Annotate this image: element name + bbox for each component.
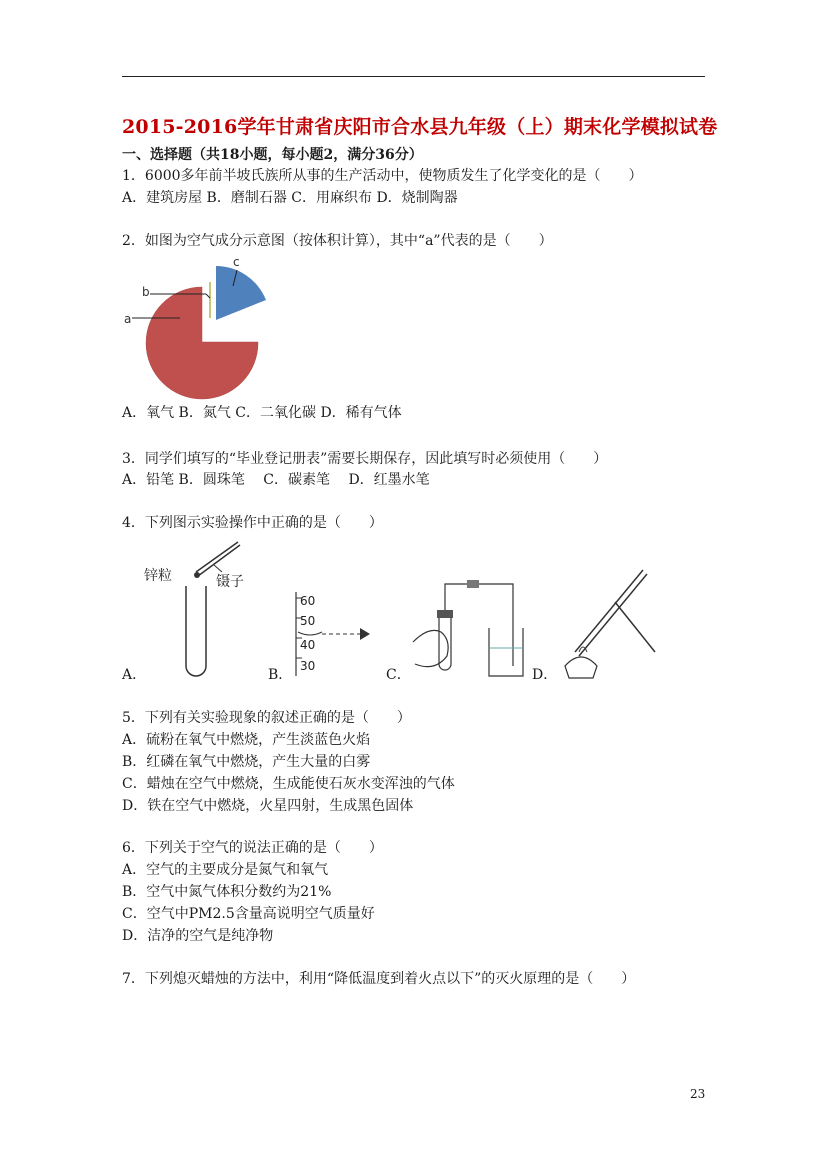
scale-60: 60 [300,594,316,608]
tweezers-label: 镊子 [216,574,244,590]
q4-stem: 4．下列图示实验操作中正确的是（ ） [122,515,383,531]
pie-label-a: a [124,312,132,326]
q2-stem: 2．如图为空气成分示意图（按体积计算），其中“a”代表的是（ ） [122,233,553,249]
air-composition-pie [120,252,280,402]
q2-options: A．氧气 B．氮气 C．二氧化碳 D．稀有气体 [122,405,402,421]
q1-stem: 1．6000多年前半坡氏族所从事的生产活动中，使物质发生了化学变化的是（ ） [122,168,643,184]
pie-sector-b [209,282,211,318]
q6-option-c: C．空气中PM2.5含量高说明空气质量好 [122,906,375,922]
exam-title: 2015-2016学年甘肃省庆阳市合水县九年级（上）期末化学模拟试卷 [122,116,718,138]
header-rule [122,76,705,77]
figure-c-airtightness-check [405,576,530,681]
q3-options: A．铅笔 B．圆珠笔 C．碳素笔 D．红墨水笔 [122,472,430,488]
q3-stem: 3．同学们填写的“毕业登记册表”需要长期保存，因此填写时必须使用（ ） [122,451,608,467]
q6-option-b: B．空气中氮气体积分数约为21% [122,884,332,900]
pie-sector-c [216,266,266,320]
q5-option-b: B．红磷在氧气中燃烧，产生大量的白雾 [122,754,371,770]
q1-options: A．建筑房屋 B．磨制石器 C．用麻织布 D．烧制陶器 [122,190,458,206]
figure-d-heating-tube [555,556,665,684]
q5-option-c: C．蜡烛在空气中燃烧，生成能使石灰水变浑浊的气体 [122,776,455,792]
scale-50: 50 [300,614,316,628]
pie-label-c: c [233,255,240,269]
q6-stem: 6．下列关于空气的说法正确的是（ ） [122,840,383,856]
section-heading: 一、选择题（共18小题，每小题2，满分36分） [122,147,423,163]
q4-option-d: D． [532,667,558,683]
figure-a-zinc-tweezers [140,532,255,682]
q5-stem: 5．下列有关实验现象的叙述正确的是（ ） [122,710,411,726]
q5-option-d: D．铁在空气中燃烧，火星四射，生成黑色固体 [122,798,414,814]
q4-option-a: A． [122,667,147,683]
q6-option-d: D．洁净的空气是纯净物 [122,928,274,944]
scale-30: 30 [300,659,316,673]
q7-stem: 7．下列熄灭蜡烛的方法中，利用“降低温度到着火点以下”的灭火原理的是（ ） [122,971,636,987]
zinc-label: 锌粒 [144,568,172,584]
q4-option-b: B． [268,667,293,683]
page-number: 23 [690,1087,706,1101]
q4-option-c: C． [386,667,411,683]
pie-label-b: b [142,285,150,299]
q6-option-a: A．空气的主要成分是氮气和氧气 [122,862,329,878]
q5-option-a: A．硫粉在氧气中燃烧，产生淡蓝色火焰 [122,732,371,748]
scale-40: 40 [300,638,316,652]
figure-b-cylinder-reading [286,588,381,678]
